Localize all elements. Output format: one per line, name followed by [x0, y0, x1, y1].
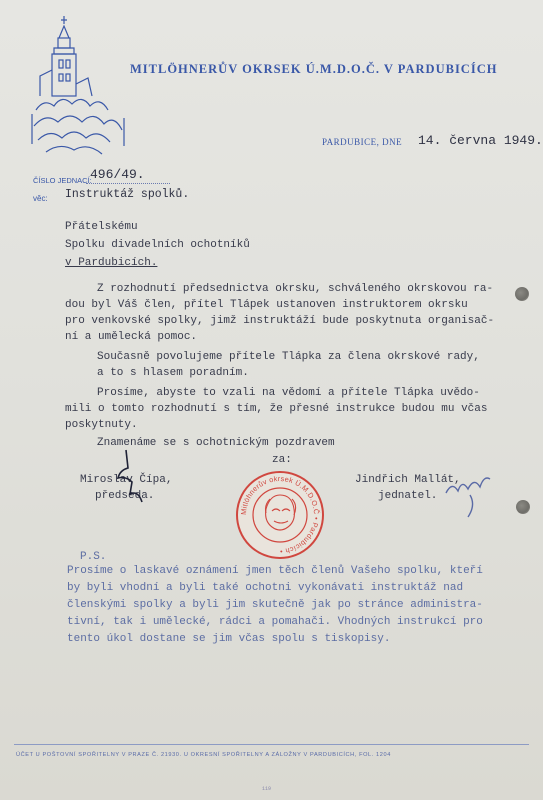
secretary-signature — [440, 465, 500, 525]
secretary-name: Jindřich Mallát, — [355, 474, 461, 486]
postscript-line: Prosíme o laskavé oznámení jmen těch členů Vašeho spolku, kteří — [67, 565, 483, 577]
recipient-city: v Pardubicích. — [65, 257, 158, 269]
postscript-line: tento úkol dostane se jim včas spolu s tiskopisy. — [67, 633, 391, 645]
body-line: dou byl Váš člen, přítel Tlápek ustanoven instruktorem okrsku — [65, 299, 468, 311]
page-number: 119 — [262, 786, 272, 792]
body-line: Z rozhodnutí předsednictva okrsku, schváleného okrskovou ra- — [97, 283, 494, 295]
church-tower-logo — [28, 14, 128, 164]
chairman-signature — [112, 448, 152, 508]
punch-hole — [515, 287, 529, 301]
reference-dotted-line — [86, 183, 170, 184]
recipient-line: Spolku divadelních ochotníků — [65, 239, 250, 251]
organization-name: MITLÖHNERŮV OKRSEK Ú.M.D.O.Č. V PARDUBICÍCH — [130, 62, 498, 76]
body-line: a to s hlasem poradním. — [97, 367, 249, 379]
footer-bank-details: ÚČET U POŠTOVNÍ SPOŘITELNY V PRAZE Č. 21930. U OKRESNÍ SPOŘITELNY A ZÁLOŽNY V PARDUBICÍCH, FOL. 1204 — [16, 752, 391, 758]
reference-label: ČÍSLO JEDNACÍ: — [33, 176, 92, 185]
footer-divider — [14, 744, 529, 745]
place-label: PARDUBICE, DNE — [322, 137, 403, 147]
chairman-title: předseda. — [95, 490, 155, 502]
punch-hole — [516, 500, 530, 514]
postscript-line: členskými spolky a byli jim skutečně jak po stránce administra- — [67, 599, 483, 611]
subject-text: Instruktáž spolků. — [65, 188, 190, 201]
postscript-label: P.S. — [80, 551, 107, 563]
subject-label: věc: — [33, 194, 48, 203]
za-label: za: — [272, 454, 292, 466]
body-line: mili o tomto rozhodnutí s tím, že přesné instrukce budou mu včas — [65, 403, 488, 415]
postscript-line: tivní, tak i umělecké, rádci a pomahači. Vhodných instrukcí pro — [67, 616, 483, 628]
recipient-line: Přátelskému — [65, 221, 138, 233]
body-line: pro venkovské spolky, jimž instruktáží bude poskytnuta organisač- — [65, 315, 495, 327]
postscript-line: by byli vhodní a byli také ochotni vykonávati instruktáž nad — [67, 582, 464, 594]
body-line: ní a umělecká pomoc. — [65, 331, 198, 343]
secretary-title: jednatel. — [378, 490, 438, 502]
letter-date: 14. června 1949. — [418, 133, 543, 148]
chairman-name: Miroslav Čípa, — [80, 474, 173, 486]
organization-stamp — [234, 469, 326, 561]
closing-greeting: Znamenáme se s ochotnickým pozdravem — [97, 437, 335, 449]
body-line: Současně povolujeme přítele Tlápka za člena okrskové rady, — [97, 351, 480, 363]
reference-number: 496/49. — [90, 167, 145, 182]
body-line: Prosíme, abyste to vzali na vědomí a přítele Tlápka uvědo- — [97, 387, 480, 399]
body-line: poskytnuty. — [65, 419, 138, 431]
stamp-text: Mitlöhnerův okrsek Ú.M.D.O.Č • Pardubicích • — [238, 473, 322, 557]
